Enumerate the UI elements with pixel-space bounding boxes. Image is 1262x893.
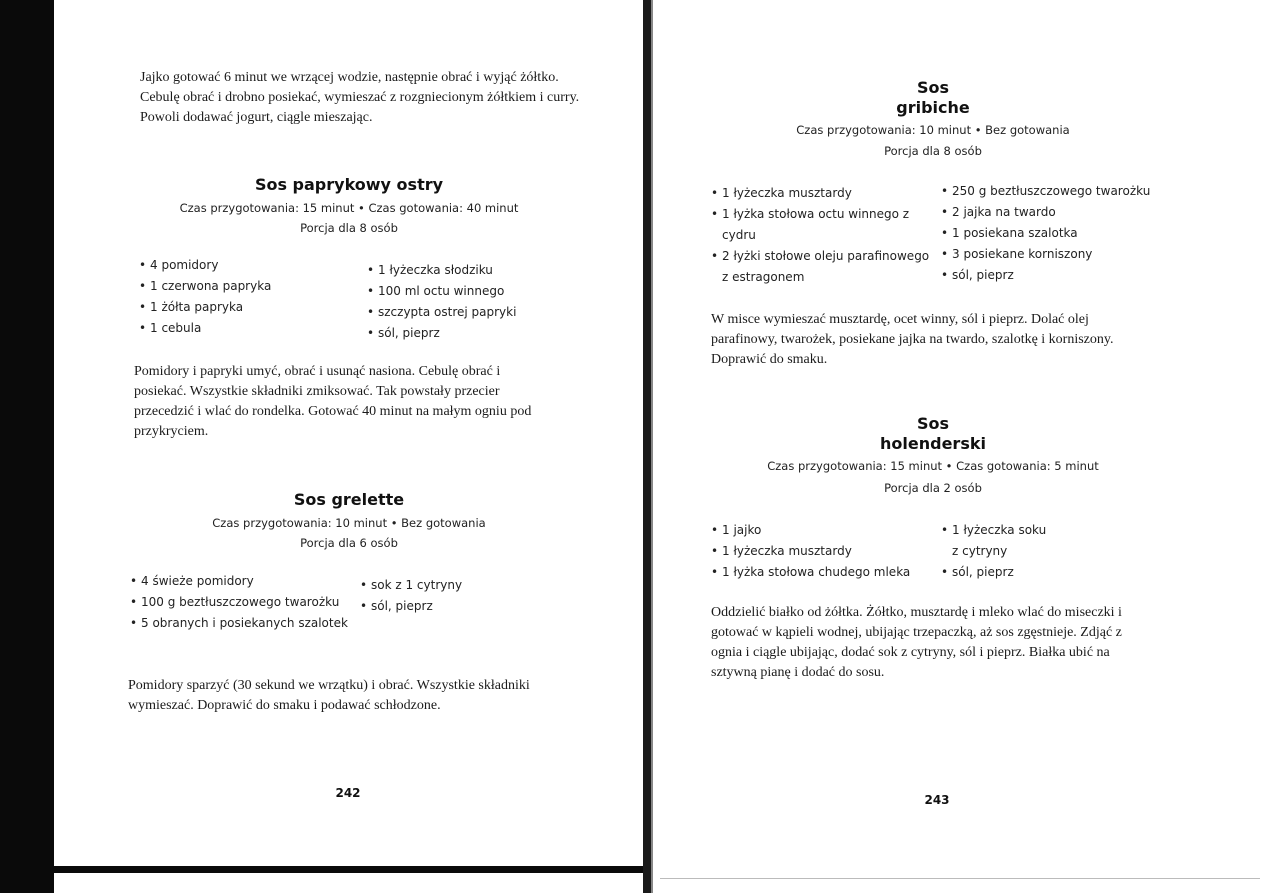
left-page xyxy=(54,0,643,893)
recipe-title-line2: holenderski xyxy=(880,434,986,453)
ingredient-item: • 2 łyżki stołowe oleju parafinowego z estragonem xyxy=(711,246,931,288)
recipe-method: Pomidory sparzyć (30 sekund we wrzątku) i obrać. Wszystkie składniki wymieszać. Doprawić do smaku i podawać schłodzone. xyxy=(128,678,530,713)
recipe-servings: Porcja dla 8 osób xyxy=(884,144,982,158)
recipe-time: Czas przygotowania: 10 minut • Bez gotowania xyxy=(796,123,1070,137)
ingredient-list-col2 xyxy=(360,575,560,617)
recipe-method: Pomidory i papryki umyć, obrać i usunąć nasiona. Cebulę obrać i posiekać. Wszystkie składniki zmiksować. Tak powstały przecier przecedzić i wlać do rondelka. Gotować 40 minut na małym ogniu pod przykryciem. xyxy=(134,364,532,439)
recipe-method: Oddzielić białko od żółtka. Żółtko, musztardę i mleko wlać do miseczki i gotować w kąpieli wodnej, ubijając trzepaczką, aż sos zgęstnieje. Zdjąć z ognia i ciągle ubijając, dodać sok z cytryny, sól i pieprz. Białka ubić na sztywną pianę i dodać do sosu. xyxy=(711,605,1122,680)
ingredient-item: • 1 łyżeczka soku z cytryny xyxy=(941,520,1051,562)
intro-paragraph: Jajko gotować 6 minut we wrzącej wodzie, następnie obrać i wyjąć żółtko. Cebulę obrać i drobno posiekać, wymieszać z rozgniecionym żółtkiem i curry. Powoli dodawać jogurt, ciągle mieszając. xyxy=(140,70,580,125)
ingredient-list-col1 xyxy=(711,183,931,288)
ingredient-item: • sok z 1 cytryny xyxy=(360,575,560,596)
recipe-time: Czas przygotowania: 10 minut • Bez gotowania xyxy=(212,516,486,530)
ingredient-item: • 4 pomidory xyxy=(139,255,359,276)
ingredient-item: • 1 posiekana szalotka xyxy=(941,223,1181,244)
recipe-title: Sos grelette xyxy=(293,490,405,509)
recipe-time: Czas przygotowania: 15 minut • Czas gotowania: 5 minut xyxy=(767,459,1099,473)
ingredient-item: • szczypta ostrej papryki xyxy=(367,302,607,323)
ingredient-item: • sól, pieprz xyxy=(360,596,560,617)
ingredient-item: • 1 łyżeczka musztardy xyxy=(711,183,931,204)
ingredient-list-col2 xyxy=(367,260,607,344)
ingredient-item: • sól, pieprz xyxy=(941,562,1051,583)
ingredient-item: • 4 świeże pomidory xyxy=(130,571,370,592)
ingredient-item: • 250 g beztłuszczowego twarożku xyxy=(941,181,1181,202)
ingredient-item: • 3 posiekane korniszony xyxy=(941,244,1181,265)
recipe-servings: Porcja dla 8 osób xyxy=(300,221,398,235)
ingredient-item: • 1 łyżeczka słodziku xyxy=(367,260,607,281)
ingredient-item: • sól, pieprz xyxy=(941,265,1181,286)
ingredient-item: • 1 cebula xyxy=(139,318,359,339)
ingredient-item: • 1 łyżka stołowa octu winnego z cydru xyxy=(711,204,931,246)
book-binding-shadow xyxy=(0,0,54,893)
recipe-servings: Porcja dla 2 osób xyxy=(884,481,982,495)
ingredient-list-col1 xyxy=(711,520,931,583)
ingredient-item: • sól, pieprz xyxy=(367,323,607,344)
ingredient-list-col2 xyxy=(941,181,1181,286)
recipe-title-line1: Sos xyxy=(916,414,950,433)
book-spine xyxy=(643,0,651,893)
recipe-time: Czas przygotowania: 15 minut • Czas gotowania: 40 minut xyxy=(179,201,519,215)
recipe-method: W misce wymieszać musztardę, ocet winny, sól i pieprz. Dolać olej parafinowy, twarożek, posiekane jajka na twardo, szalotkę i korniszony. Doprawić do smaku. xyxy=(711,312,1114,367)
ingredient-list-col2 xyxy=(941,520,1051,583)
ingredient-item: • 1 jajko xyxy=(711,520,931,541)
ingredient-item: • 100 g beztłuszczowego twarożku xyxy=(130,592,370,613)
ingredient-item: • 1 żółta papryka xyxy=(139,297,359,318)
ingredient-item: • 1 łyżka stołowa chudego mleka xyxy=(711,562,931,583)
right-page xyxy=(653,0,1262,893)
recipe-title: Sos paprykowy ostry xyxy=(254,175,444,194)
recipe-title-line2: gribiche xyxy=(896,98,970,117)
recipe-title-line1: Sos xyxy=(916,78,950,97)
ingredient-list-col1 xyxy=(130,571,370,634)
page-number: 243 xyxy=(924,793,950,807)
ingredient-item: • 100 ml octu winnego xyxy=(367,281,607,302)
ingredient-item: • 1 czerwona papryka xyxy=(139,276,359,297)
ingredient-item: • 2 jajka na twardo xyxy=(941,202,1181,223)
recipe-servings: Porcja dla 6 osób xyxy=(300,536,398,550)
page-number: 242 xyxy=(335,786,361,800)
ingredient-item: • 1 łyżeczka musztardy xyxy=(711,541,931,562)
ingredient-list-col1 xyxy=(139,255,359,339)
ingredient-item: • 5 obranych i posiekanych szalotek xyxy=(130,613,370,634)
